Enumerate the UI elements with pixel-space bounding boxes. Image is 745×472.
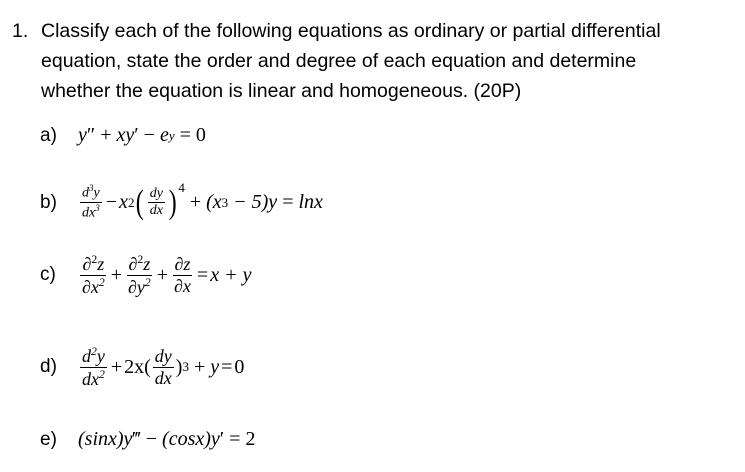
eq-c-t2-den-pow: 2 (144, 275, 151, 289)
question-line-3: whether the equation is linear and homogeneous. (20P) (41, 80, 522, 102)
eq-d-t1-num: d (82, 346, 91, 366)
eq-e-rhs: 2 (245, 428, 256, 450)
eq-a-y: y (78, 124, 87, 146)
eq-d-y: y (210, 355, 220, 378)
eq-b-minus: − (105, 191, 118, 214)
eq-a-plus: + (100, 124, 112, 146)
question-1 (12, 16, 732, 106)
eq-a-prime: ′ (134, 124, 139, 146)
equation-d (78, 346, 244, 389)
eq-d-term-1 (80, 346, 107, 389)
eq-b-poly-rest: − 5)y (228, 191, 278, 214)
eq-c-t2-den: ∂y (128, 276, 145, 297)
eq-b-first-derivative (148, 187, 165, 219)
eq-c-rhs: x + y (210, 263, 252, 286)
eq-b-rhs: lnx (298, 191, 323, 214)
eq-b-num-pow: 3 (89, 183, 94, 193)
eq-a-double-prime: ″ (86, 124, 96, 146)
eq-c-t2-num: ∂ (128, 254, 138, 274)
eq-c-t1-num: ∂ (82, 254, 92, 274)
equation-item-e (40, 428, 255, 451)
eq-b-plus: + (189, 191, 202, 214)
equation-item-d (40, 346, 244, 389)
item-label-c: c) (40, 264, 56, 286)
eq-b-x: x (119, 191, 128, 214)
eq-b-outer-pow: 4 (178, 180, 185, 195)
eq-c-t3-den: ∂x (174, 275, 191, 296)
eq-b-den: dx (82, 206, 96, 221)
eq-e-lhs-1: (sinx)y (78, 428, 133, 450)
eq-d-close-pow: 3 (182, 359, 189, 375)
eq-c-plus-1: + (110, 263, 123, 286)
eq-c-term-2 (126, 254, 153, 297)
eq-d-t2-num: dy (154, 346, 172, 366)
question-number: 1. (12, 20, 29, 42)
eq-e-triple-prime: ‴ (132, 428, 141, 450)
eq-b-right-paren: ) (168, 183, 177, 221)
question-line-1: Classify each of the following equations as ordinary or partial differential (41, 20, 661, 42)
item-label-e: e) (40, 428, 57, 450)
equation-a (78, 124, 206, 147)
question-text (41, 16, 732, 106)
eq-d-t1-num-var: y (96, 346, 105, 366)
eq-c-term-3 (172, 255, 193, 296)
eq-c-term-1 (80, 254, 107, 297)
eq-c-plus-2: + (156, 263, 169, 286)
eq-b-left-paren: ( (136, 183, 145, 221)
eq-d-t1-den: dx (82, 368, 99, 389)
eq-c-t2-num-pow: 2 (137, 253, 144, 266)
eq-d-coef: 2x( (124, 355, 151, 378)
eq-b-poly-start: (x (206, 191, 222, 214)
eq-a-equals: = (179, 124, 191, 146)
eq-d-t1-num-pow: 2 (91, 345, 97, 358)
item-label-d: d) (40, 356, 57, 378)
eq-b-inner-num: dy (148, 187, 165, 204)
eq-b-den-pow: 3 (95, 203, 100, 214)
eq-b-num-var: y (93, 185, 100, 201)
eq-d-t2-den: dx (154, 367, 172, 388)
eq-b-num-d: d (82, 185, 89, 201)
eq-d-plus-2: + (193, 355, 206, 378)
eq-b-equals: = (282, 191, 294, 214)
eq-c-t2-num-var: z (143, 254, 151, 274)
equation-e (78, 428, 255, 451)
eq-a-rhs: 0 (195, 124, 206, 146)
question-line-2: equation, state the order and degree of each equation and determine (41, 50, 637, 72)
eq-c-t3-num: ∂z (174, 254, 191, 274)
eq-a-e: e (159, 124, 169, 146)
eq-d-rhs: 0 (234, 355, 245, 378)
equation-item-b (40, 180, 323, 222)
eq-d-close: ) (175, 355, 183, 378)
eq-e-lhs-2: (cosx)y (162, 428, 220, 450)
equation-c (78, 254, 251, 297)
item-label-a: a) (40, 124, 57, 146)
eq-d-plus-1: + (110, 355, 123, 378)
eq-e-minus: − (145, 428, 158, 450)
eq-d-t1-den-pow: 2 (99, 367, 105, 381)
eq-c-t1-num-pow: 2 (91, 253, 98, 266)
eq-b-third-derivative (80, 184, 102, 222)
equation-b (78, 180, 323, 222)
eq-a-xy: xy (116, 124, 135, 146)
eq-c-t1-den: ∂x (82, 276, 99, 297)
eq-e-equals: = (229, 428, 241, 450)
eq-d-term-2 (153, 347, 174, 388)
eq-a-minus: − (143, 124, 155, 146)
eq-c-t1-den-pow: 2 (98, 275, 105, 289)
equation-item-c (40, 254, 251, 297)
equation-item-a (40, 124, 206, 147)
eq-b-inner-den: dx (149, 203, 163, 219)
eq-e-prime: ′ (219, 428, 225, 450)
eq-d-equals: = (221, 355, 233, 378)
eq-b-x-pow: 2 (127, 194, 135, 210)
eq-a-exponent: y (168, 127, 175, 143)
eq-c-t1-num-var: z (97, 254, 105, 274)
eq-b-poly-pow: 3 (221, 194, 229, 210)
eq-c-equals: = (196, 263, 209, 286)
item-label-b: b) (40, 191, 57, 213)
